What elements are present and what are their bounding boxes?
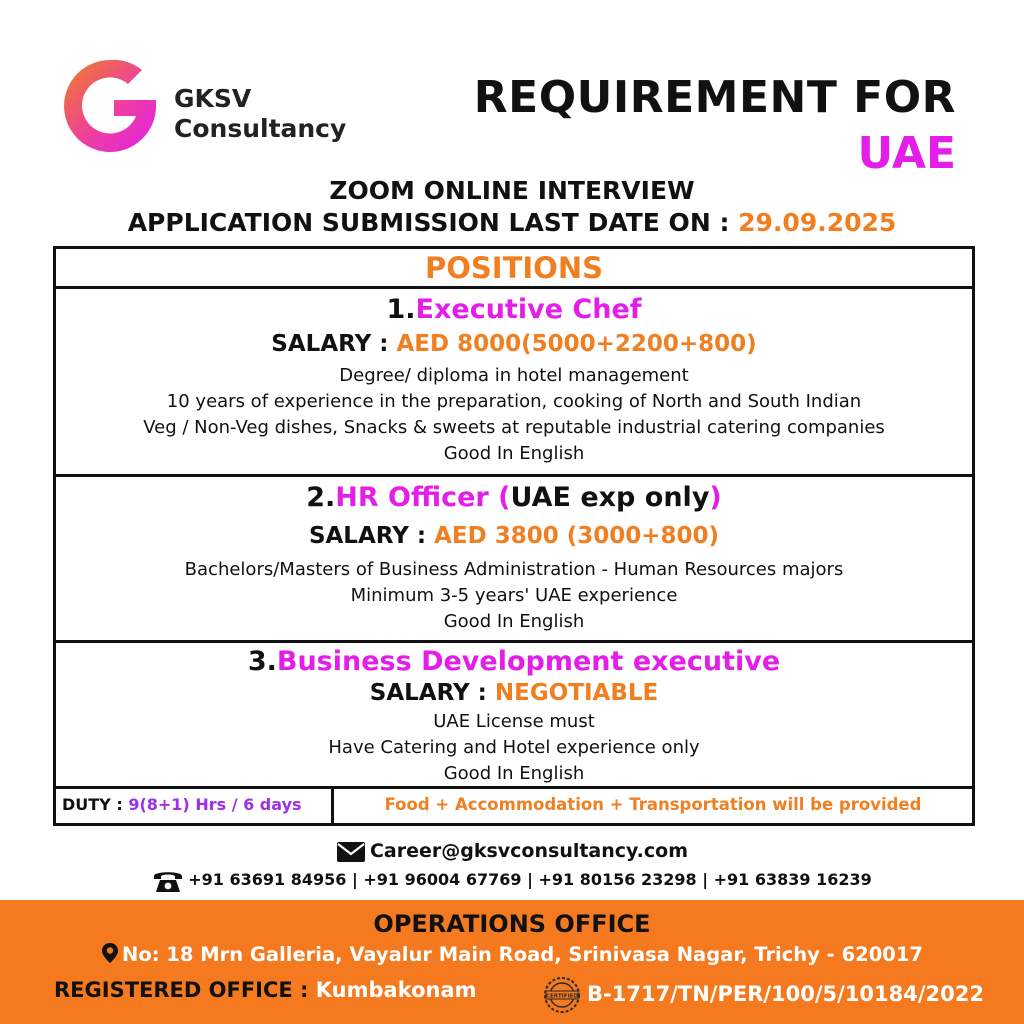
registered-value: Kumbakonam bbox=[315, 978, 477, 1002]
requirement-country: UAE bbox=[857, 128, 956, 179]
requirement-line: Minimum 3-5 years' UAE experience bbox=[350, 585, 678, 606]
phone-line bbox=[0, 866, 1024, 894]
duty-label: DUTY : bbox=[62, 795, 129, 814]
envelope-icon bbox=[336, 841, 366, 863]
phone-numbers[interactable]: +91 63691 84956 | +91 96004 67769 | +91 80156 23298 | +91 63839 16239 bbox=[188, 870, 872, 889]
position-salary bbox=[60, 519, 968, 553]
telephone-icon bbox=[152, 868, 184, 894]
g-logo-icon bbox=[58, 54, 162, 158]
position-salary bbox=[60, 677, 968, 709]
position-salary bbox=[60, 327, 968, 361]
benefits-cell: Food + Accommodation + Transportation will be provided bbox=[384, 795, 922, 814]
requirement-line: Have Catering and Hotel experience only bbox=[328, 737, 700, 758]
position-card-hr-officer bbox=[56, 477, 972, 643]
positions-heading: POSITIONS bbox=[56, 249, 972, 289]
map-pin-icon bbox=[101, 942, 119, 964]
requirement-line: Good In English bbox=[443, 763, 585, 784]
brand-logo bbox=[58, 54, 378, 164]
note-open-paren: ( bbox=[498, 482, 511, 513]
licence-line bbox=[543, 976, 984, 1014]
position-card-business-development bbox=[56, 643, 972, 789]
operations-office-title: OPERATIONS OFFICE bbox=[373, 910, 651, 938]
requirement-line: Good In English bbox=[443, 611, 585, 632]
duty-cell bbox=[56, 789, 334, 823]
operations-address-line bbox=[0, 942, 1024, 966]
salary-value: AED 3800 (3000+800) bbox=[434, 523, 720, 549]
deadline-line bbox=[0, 208, 1024, 237]
position-number: 3. bbox=[247, 646, 277, 677]
requirement-line: Veg / Non-Veg dishes, Snacks & sweets at reputable industrial catering companies bbox=[143, 417, 885, 438]
position-number: 2. bbox=[306, 482, 336, 513]
requirement-line: Good In English bbox=[443, 443, 585, 464]
email-address[interactable]: Career@gksvconsultancy.com bbox=[369, 840, 689, 862]
duty-value: 9(8+1) Hrs / 6 days bbox=[128, 795, 302, 814]
requirement-line: UAE License must bbox=[433, 711, 595, 732]
brand-line1: GKSV bbox=[174, 84, 252, 113]
footer-band bbox=[0, 900, 1024, 1024]
position-number: 1. bbox=[386, 294, 416, 325]
brand-name bbox=[174, 84, 346, 144]
position-name: HR Officer bbox=[335, 482, 499, 513]
email-line bbox=[0, 838, 1024, 864]
position-name: Executive Chef bbox=[415, 294, 642, 325]
stamp-text: CERTIFIED bbox=[545, 993, 579, 1000]
requirement-line: 10 years of experience in the preparation, cooking of North and South Indian bbox=[166, 391, 862, 412]
position-card-executive-chef bbox=[56, 289, 972, 477]
salary-label: SALARY : bbox=[369, 680, 495, 706]
brand-line2: Consultancy bbox=[174, 114, 347, 143]
salary-label: SALARY : bbox=[308, 523, 435, 549]
salary-label: SALARY : bbox=[271, 331, 397, 357]
note-close-paren: ) bbox=[709, 482, 722, 513]
deadline-label: APPLICATION SUBMISSION LAST DATE ON : bbox=[127, 208, 739, 237]
position-title bbox=[60, 647, 968, 677]
registered-office bbox=[54, 976, 477, 1004]
positions-table bbox=[53, 246, 975, 826]
position-title bbox=[60, 293, 968, 327]
registered-label: REGISTERED OFFICE : bbox=[54, 978, 316, 1002]
requirement-title: REQUIREMENT FOR bbox=[473, 72, 956, 123]
duty-row bbox=[56, 789, 972, 823]
certified-stamp-icon bbox=[543, 976, 581, 1014]
licence-number: B-1717/TN/PER/100/5/10184/2022 bbox=[587, 982, 984, 1006]
requirement-line: Bachelors/Masters of Business Administration - Human Resources majors bbox=[184, 559, 844, 580]
operations-address: No: 18 Mrn Galleria, Vayalur Main Road, Srinivasa Nagar, Trichy - 620017 bbox=[122, 943, 923, 966]
interview-mode: ZOOM ONLINE INTERVIEW bbox=[329, 176, 695, 205]
salary-value: AED 8000(5000+2200+800) bbox=[396, 331, 757, 357]
deadline-date: 29.09.2025 bbox=[738, 208, 897, 237]
requirement-line: Degree/ diploma in hotel management bbox=[339, 365, 689, 386]
position-name: Business Development executive bbox=[276, 646, 781, 677]
position-title bbox=[60, 481, 968, 515]
salary-value: NEGOTIABLE bbox=[494, 680, 659, 706]
position-note: UAE exp only bbox=[510, 482, 710, 513]
